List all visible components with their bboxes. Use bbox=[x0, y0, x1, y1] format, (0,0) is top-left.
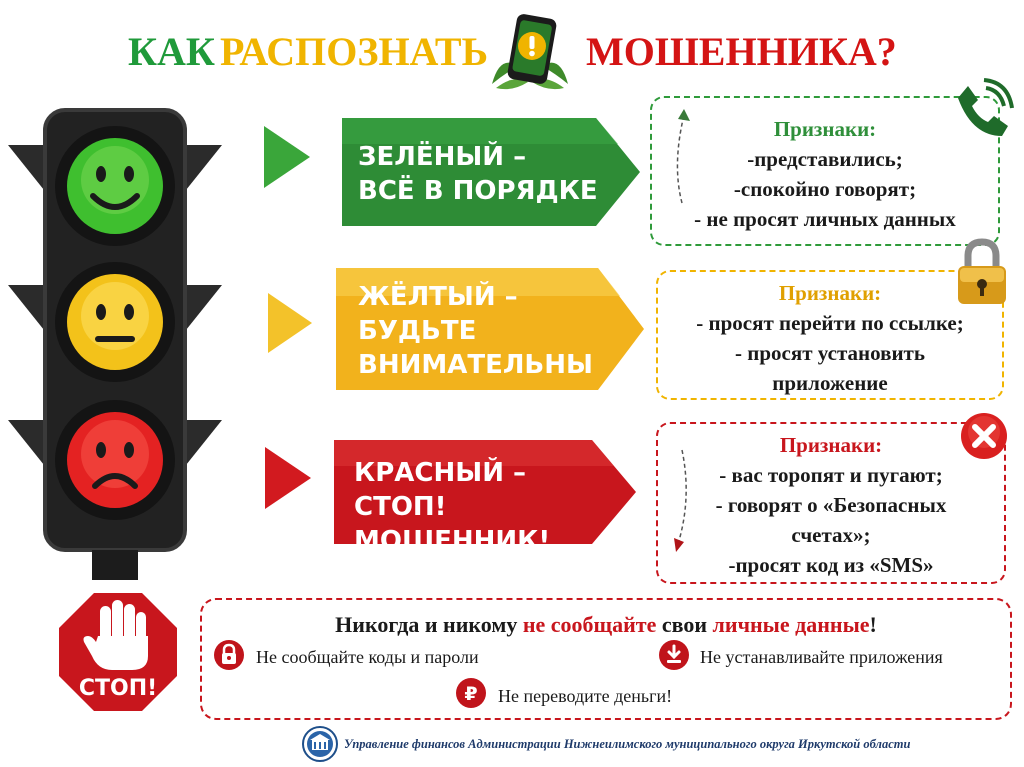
tip-no-money: Не переводите деньги! bbox=[498, 686, 673, 706]
green-sign-3: - не просят личных данных bbox=[694, 207, 956, 231]
phone-icon bbox=[950, 78, 1014, 142]
emblem-icon bbox=[302, 726, 338, 762]
page-title bbox=[0, 14, 1024, 74]
lock-icon bbox=[214, 640, 244, 670]
footer-organization: Управление финансов Администрации Нижнеилимского муниципального округа Иркутской области bbox=[344, 737, 911, 751]
red-signs-box bbox=[656, 422, 1006, 584]
green-signs-heading: Признаки: bbox=[773, 117, 877, 141]
yellow-signs-heading: Признаки: bbox=[778, 281, 882, 305]
yellow-neutral-face-icon bbox=[65, 272, 165, 372]
dashed-down-arrow-icon bbox=[670, 448, 694, 558]
yellow-banner-line-2: БУДЬТЕ bbox=[358, 316, 477, 346]
download-icon bbox=[659, 640, 689, 670]
phone-warning-icon bbox=[484, 14, 576, 96]
yellow-sign-1: - просят перейти по ссылке; bbox=[696, 311, 964, 335]
title-part-fraudster: МОШЕННИКА? bbox=[586, 29, 897, 74]
green-banner-line-1: ЗЕЛЁНЫЙ – bbox=[358, 142, 527, 172]
red-sign-4: -просят код из «SMS» bbox=[728, 553, 934, 577]
warning-text-mid: свои bbox=[656, 612, 713, 637]
warning-text-emphasis-2: личные данные bbox=[712, 612, 870, 637]
red-signs-heading: Признаки: bbox=[779, 433, 883, 457]
yellow-banner-line-1: ЖЁЛТЫЙ – bbox=[358, 282, 518, 312]
warning-text-post: ! bbox=[869, 612, 877, 637]
stop-sign-label: СТОП! bbox=[78, 676, 158, 701]
ruble-icon bbox=[456, 678, 486, 708]
green-banner bbox=[334, 114, 644, 230]
close-icon bbox=[960, 412, 1008, 460]
yellow-banner bbox=[332, 264, 648, 394]
red-play-arrow-icon bbox=[263, 445, 313, 511]
red-banner-line-1: КРАСНЫЙ – bbox=[354, 458, 527, 488]
green-smiley-icon bbox=[65, 136, 165, 236]
yellow-banner-line-3: ВНИМАТЕЛЬНЫ bbox=[358, 350, 593, 380]
tip-no-codes: Не сообщайте коды и пароли bbox=[256, 647, 479, 667]
green-sign-1: -представились; bbox=[747, 147, 903, 171]
green-sign-2: -спокойно говорят; bbox=[733, 177, 917, 201]
svg-text:₽: ₽ bbox=[464, 683, 478, 705]
red-sign-2: - говорят о «Безопасных bbox=[715, 493, 947, 517]
warning-text-pre: Никогда и никому bbox=[335, 612, 523, 637]
warning-text-emphasis-1: не сообщайте bbox=[522, 612, 657, 637]
red-sad-face-icon bbox=[65, 410, 165, 510]
red-banner bbox=[330, 436, 640, 556]
padlock-icon bbox=[952, 236, 1012, 306]
tip-no-apps: Не устанавливайте приложения bbox=[700, 647, 943, 667]
title-part-how: КАК bbox=[128, 29, 215, 74]
green-play-arrow-icon bbox=[262, 124, 312, 190]
red-sign-1: - вас торопят и пугают; bbox=[719, 463, 943, 487]
green-signs-box bbox=[650, 96, 1000, 246]
red-sign-3: счетах»; bbox=[791, 523, 871, 547]
warning-headline bbox=[202, 612, 1010, 638]
stop-sign bbox=[52, 586, 184, 718]
warning-box bbox=[200, 598, 1012, 720]
yellow-sign-2: - просят установить bbox=[735, 341, 925, 365]
green-banner-line-2: ВСЁ В ПОРЯДКЕ bbox=[358, 176, 598, 206]
yellow-sign-3: приложение bbox=[772, 371, 888, 395]
title-part-recognize: РАСПОЗНАТЬ bbox=[220, 29, 489, 74]
dashed-up-arrow-icon bbox=[670, 105, 694, 205]
red-banner-line-2: СТОП! МОШЕННИК! bbox=[354, 492, 551, 556]
yellow-play-arrow-icon bbox=[266, 291, 314, 355]
